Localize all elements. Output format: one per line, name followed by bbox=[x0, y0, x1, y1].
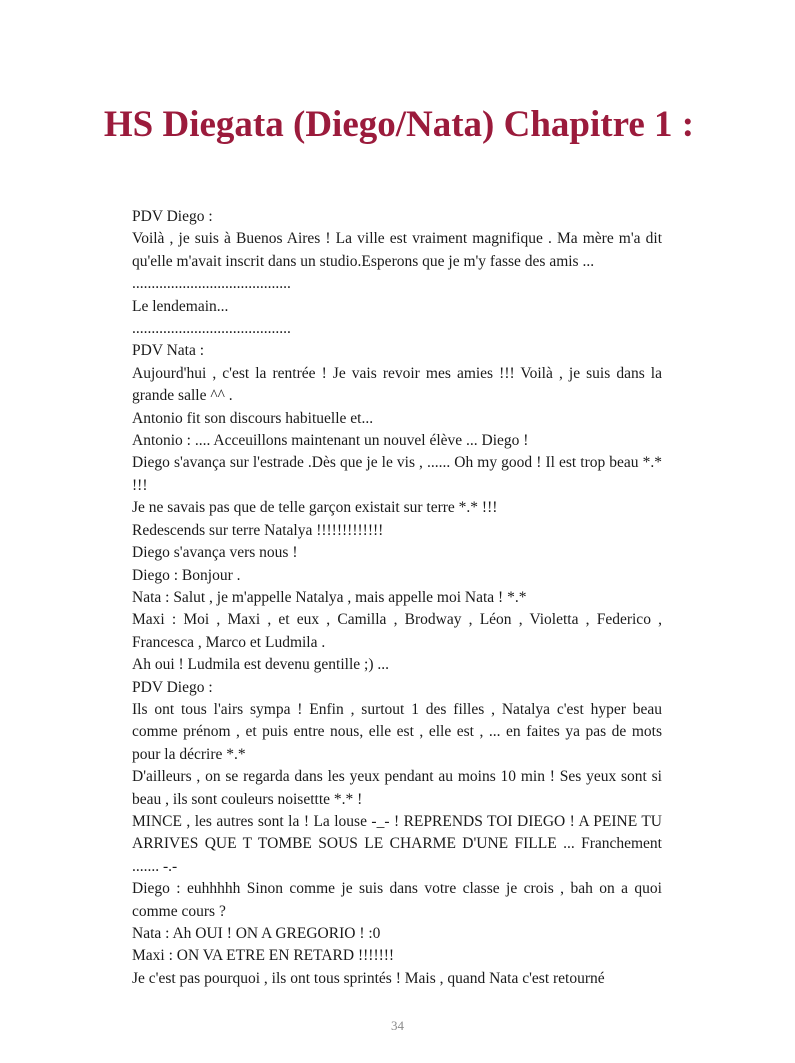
paragraph: Diego s'avança vers nous ! bbox=[132, 544, 298, 562]
paragraph: PDV Diego : bbox=[132, 208, 213, 225]
paragraph: Nata : Ah OUI ! ON A GREGORIO ! :0 bbox=[132, 925, 381, 942]
paragraph: Diego : Bonjour . bbox=[132, 566, 241, 584]
paragraph: Diego : euhhhhh Sinon comme je suis dans votre classe je crois , bah on a quoi comme cours ? bbox=[132, 880, 662, 920]
paragraph: ......................................... bbox=[132, 275, 291, 293]
paragraph: Maxi : ON VA ETRE EN RETARD !!!!!!! bbox=[132, 947, 395, 965]
paragraph: D'ailleurs , on se regarda dans les yeux pendant au moins 10 min ! Ses yeux sont si beau , ils sont couleurs noisettte *.* ! bbox=[132, 768, 662, 808]
paragraph: Antonio fit son discours habituelle et... bbox=[132, 409, 374, 427]
paragraph: Aujourd'hui , c'est la rentrée ! Je vais revoir mes amies !!! Voilà , je suis dans la grande salle ^^ . bbox=[132, 364, 662, 405]
paragraph: Nata : Salut , je m'appelle Natalya , mais appelle moi Nata ! *.* bbox=[132, 588, 527, 606]
paragraph: Ah oui ! Ludmila est devenu gentille ;) ... bbox=[132, 656, 389, 674]
paragraph: ......................................... bbox=[132, 320, 291, 338]
paragraph: Je c'est pas pourquoi , ils ont tous sprintés ! Mais , quand Nata c'est retourné bbox=[132, 969, 605, 987]
paragraph: PDV Diego : bbox=[132, 678, 213, 696]
page-number: 34 bbox=[391, 1018, 404, 1033]
paragraph: Le lendemain... bbox=[132, 297, 229, 315]
paragraph: PDV Nata : bbox=[132, 342, 205, 360]
paragraph: MINCE , les autres sont la ! La louse -_- ! REPRENDS TOI DIEGO ! A PEINE TU ARRIVES QUE T TOMBE SOUS LE CHARME D'UNE FILLE ... Franchement ....... -.- bbox=[132, 812, 662, 875]
paragraph: Antonio : .... Acceuillons maintenant un nouvel élève ... Diego ! bbox=[132, 432, 529, 450]
paragraph: Ils ont tous l'airs sympa ! Enfin , surtout 1 des filles , Natalya c'est hyper beau comme prénom , et puis entre nous, elle est , elle est , ... en faites ya pas de mots pour la décrire *.* bbox=[132, 700, 662, 763]
paragraph: Je ne savais pas que de telle garçon existait sur terre *.* !!! bbox=[132, 499, 498, 517]
paragraph: Diego s'avança sur l'estrade .Dès que je le vis , ...... Oh my good ! Il est trop beau *.* !!! bbox=[132, 454, 662, 494]
chapter-title: HS Diegata (Diego/Nata) Chapitre 1 : bbox=[103, 104, 695, 145]
paragraph: Maxi : Moi , Maxi , et eux , Camilla , Brodway , Léon , Violetta , Federico , Francesca , Marco et Ludmila . bbox=[132, 611, 662, 651]
chapter-body bbox=[132, 206, 662, 990]
paragraph: Voilà , je suis à Buenos Aires ! La ville est vraiment magnifique . Ma mère m'a dit qu'elle m'avait inscrit dans un studio.Esperons que je m'y fasse des amis ... bbox=[132, 230, 662, 270]
paragraph: Redescends sur terre Natalya !!!!!!!!!!!!! bbox=[132, 521, 384, 539]
